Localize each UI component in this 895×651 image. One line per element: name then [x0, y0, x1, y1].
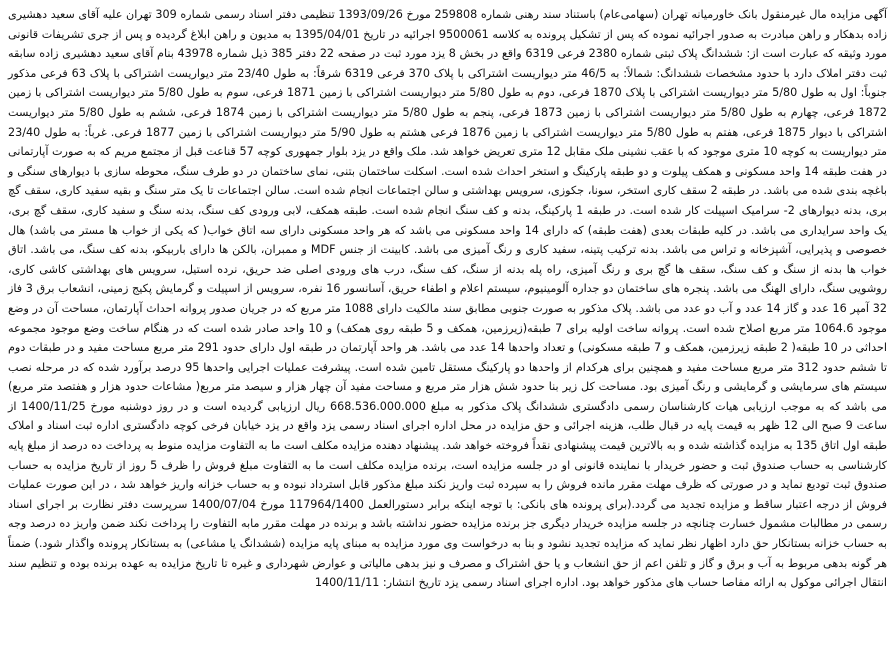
auction-notice-text: آگهی مزایده مال غیرمنقول بانک خاورمیانه تهران (سهامی‌عام) باستناد سند رهنی شماره 259808 مورخ 1393/09/26 تنظیمی دفتر اسناد رسمی شماره 309 تهران علیه آقای سعید دهشیری زاده بدهکار و راهن مبادرت به صدور اجرائیه نموده که پس از تشکیل پرونده به کلاسه 9500061 اجرائیه در تاریخ 1395/04/01 به مدیون و راهن ابلاغ گردیده و پس از جری تشریفات قانونی مورد وثیقه که عبارت است از: ششدانگ پلاک ثبتی شماره 2380 فرعی 6319 واقع در بخش 8 یزد مورد ثبت در صفحه 22 دفتر 385 ذیل شماره 43978 بنام آقای سعید دهشیری زاده سابقه ثبت دفتر املاک دارد با حدود مشخصات ششدانگ: شمالاً: به 46/5 متر دیواریست اشتراکی با پلاک 370 فرعی 6319 شرقاً: به طول 23/40 متر دیواریست اشتراکی با پلاک 63 فرعی مذکور جنوباً: اول به طول 5/80 متر دیواریست اشتراکی با پلاک 1870 فرعی، دوم به طول 5/80 متر دیواریست اشتراکی با زمین 1871 فرعی، سوم به طول 5/80 متر دیواریست اشتراکی با زمین 1872 فرعی، چهارم به طول 5/80 متر دیواریست اشتراکی با زمین 1873 فرعی، پنجم به طول 5/80 متر دیواریست اشتراکی با زمین 1874 فرعی، ششم به طول 5/80 متر دیواریست اشتراکی با دیوار 1875 فرعی، هفتم به طول 5/80 متر دیواریست اشتراکی با زمین 1876 فرعی هشتم به طول 5/90 متر دیواریست اشتراکی با زمین 1877 فرعی. غرباً: به طول 23/40 متر دیواریست به کوچه 10 متری موجود که با عقب نشینی ملک مقابل 12 متری تعریض خواهد شد. ملک واقع در یزد بلوار جمهوری کوچه 57 قناعت قبل از مجتمع مریم که به صورت آپارتمانی در هفت طبقه 14 واحد مسکونی و همکف پیلوت و دو طبقه پارکینگ و استخر احداث شده است. اسکلت ساختمان بتنی، نمای ساختمان در دو طرف سنگ، محوطه سازی با دیوارهای سنگی و باغچه بندی شده می باشد. در طبقه 2 سقف کاری استخر، سونا، جکوزی، سرویس بهداشتی و سالن اجتماعات انجام شده است. سالن اجتماعات تا یک متر سنگ و بقیه سفید کاری، سقف گچ بری، بدنه دیوارهای 2- سرامیک اسپیلت کار شده است. در طبقه 1 پارکینگ، بدنه و کف سنگ انجام شده است. طبقه همکف، لابی ورودی کف سنگ، بدنه سنگ و سفید کاری، سقف گچ بری، یک واحد سرایداری می باشد. در کلیه طبقات بعدی (هفت طبقه) که دارای 14 واحد مسکونی می باشد که هر واحد مسکونی دارای سه اتاق خواب( که یکی از خواب ها مستر می باشد) هال خصوصی و پذیرایی، آشپزخانه و تراس می باشد. بدنه ترکیب پتینه، سفید کاری و رنگ آمیزی می باشد. کابینت از جنس MDF و ممبران، بالکن ها دارای باربیکو، بدنه کف سنگ، می باشد. اتاق خواب ها بدنه از سنگ و کف سنگ، سقف ها گچ بری و رنگ آمیزی، راه پله بدنه از سنگ، کف سنگ، درب های ورودی اصلی ضد حریق، نرده استیل، سرویس های بهداشتی کاشی کاری، روشویی سنگ، دارای الهنگ می باشد. پنجره های ساختمان دو جداره آلومینیوم، سیستم اعلام و اطفاء حریق، آسانسور 16 نفره، سرویس از اسپیلت و گرمایش پکیج زمینی، انشعاب برق 3 فاز 32 آمپر 16 عدد و گاز 14 عدد و آب دو عدد می باشد. پلاک مذکور به صورت جنوبی مطابق سند مالکیت دارای 1088 متر مربع که در جریان صدور پروانه احداث آپارتمان، مساحت آن در وضع موجود 1064.6 متر مربع اصلاح شده است. پروانه ساخت اولیه برای 7 طبقه(زیرزمین، همکف و 5 طبقه روی همکف) و 10 واحد صادر شده است که در هنگام ساخت وضع موجود مجموعه احداثی در 10 طبقه( 2 طبقه زیرزمین، همکف و 7 طبقه مسکونی) و تعداد واحدها 14 عدد می باشد. هر واحد آپارتمان در طبقه اول دارای حدود 291 متر مربع مساحت مفید و در طبقات دوم تا ششم حدود 312 متر مربع مساحت مفید و همچنین برای هرکدام از واحدها دو پارکینگ مستقل تامین شده است. پیشرفت عملیات اجرایی واحدها 95 درصد برآورد شده که در مرحله نصب سیستم های سرمایشی و گرمایشی و رنگ آمیزی بود. مساحت کل زیر بنا حدود شش هزار متر مربع و مساحت مفید آن چهار هزار و سیصد متر مربع( مشاعات حدود هزار و هفتصد متر مربع) می باشد که به موجب ارزیابی هیات کارشناسان رسمی دادگستری ششدانگ پلاک مذکور به مبلغ 668.536.000.000 ریال ارزیابی گردیده است و در روز دوشنبه مورخ 1400/11/25 از ساعت 9 صبح الی 12 ظهر به قیمت پایه در قبال طلب، هزینه اجرائی و حق مزایده در محل اداره اجرای اسناد رسمی یزد واقع در یزد خیابان فرخی کوچه دادگستری اداره ثبت اسناد و املاک طبقه اول اتاق 135 به مزایده گذاشته شده و به بالاترین قیمت پیشنهادی نقداً فروخته خواهد شد. پیشنهاد دهنده مزایده مکلف است ما به التفاوت مزایده منوط به پرداخت ده درصد از مبلغ پایه کارشناسی به حساب صندوق ثبت و حضور خریدار با نماینده قانونی او در جلسه مزایده است، برنده مزایده مکلف است ما به التفاوت مبلغ فروش را ظرف 5 روز از تاریخ مزایده به حساب صندوق ثبت تودیع نماید و در صورتی که ظرف مهلت مقرر مانده فروش را به سپرده ثبت واریز نکند مبلغ مذکور قابل استرداد نبوده و به حساب خزانه واریز خواهد شد ، در این صورت عملیات فروش از درجه اعتبار ساقط و مزایده تجدید می گردد.(برای پرونده های بانکی: با توجه اینکه برابر دستورالعمل 117964/1400 مورخ 1400/07/04 سرپرست دفتر نظارت بر اجرای اسناد رسمی در مطالبات مشمول خسارت چنانچه در جلسه مزایده خریدار دیگری جز برنده مزایده حضور نداشته باشد و برنده در مهلت مقرر مابه التفاوت را پرداخت نکند ضمن واریز ده درصد وجه به حساب خزانه بستانکار حق دارد اظهار نظر نماید که مزایده تجدید نشود و بنا به درخواست وی مورد مزایده به مبنای پایه مزایده (ششدانگ یا مشاعی) به بستانکار پرونده واگذار شود.) ضمناً هر گونه بدهی مربوط به آب و برق و گاز و تلفن اعم از حق انشعاب و یا حق اشتراک و مصرف و نیز بدهی مالیاتی و عوارض شهرداری و غیره تا تاریخ مزایده به عهده برنده بوده و تنظیم سند انتقال اجرائی موکول به ارائه مفاصا حساب های مذکور خواهد بود. اداره اجرای اسناد رسمی یزد تاریخ انتشار: 1400/11/11 — [8, 8, 888, 590]
